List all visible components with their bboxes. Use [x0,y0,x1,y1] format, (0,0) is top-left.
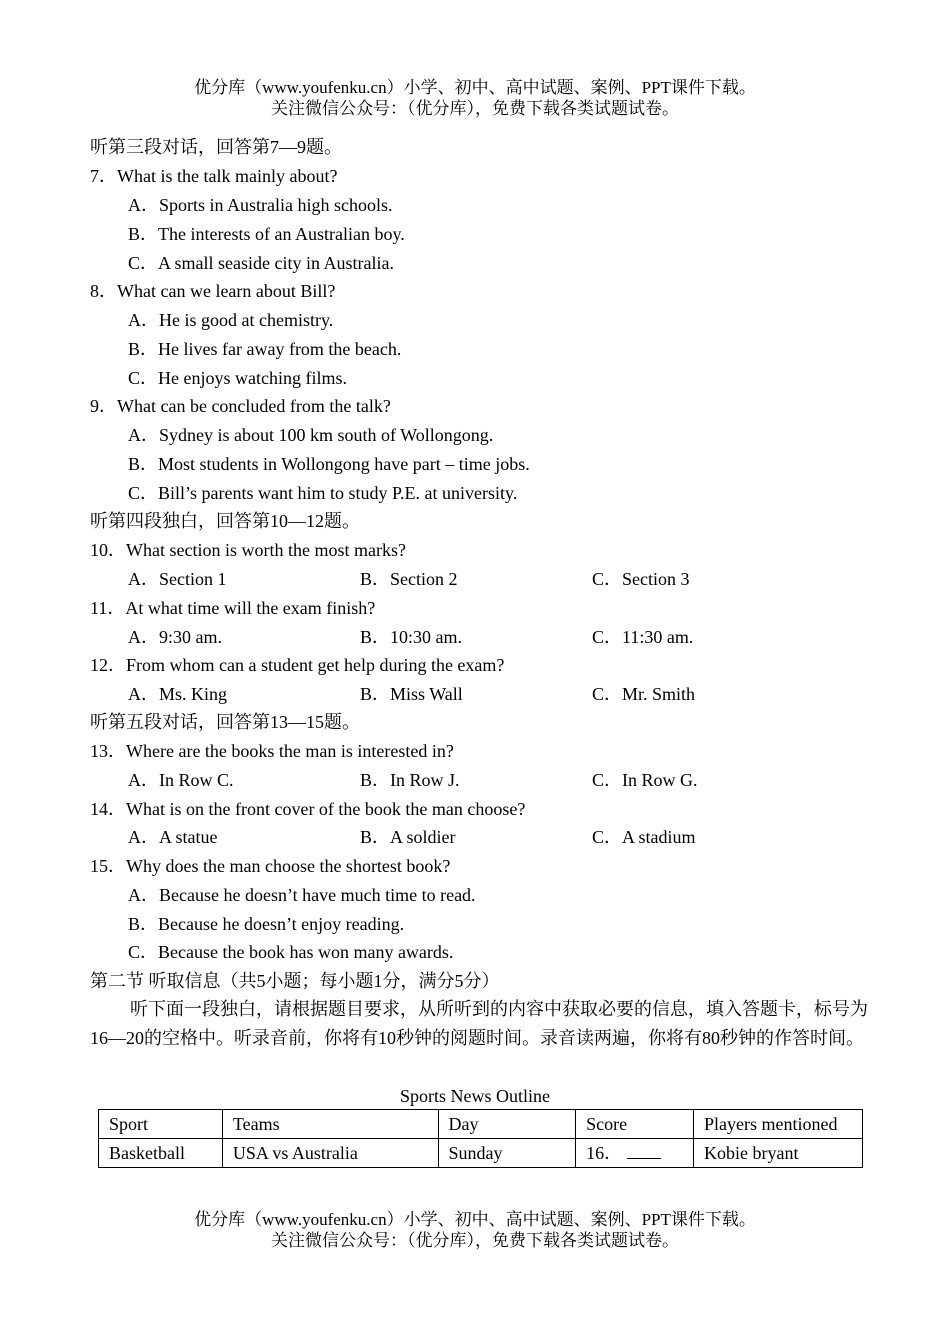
table-caption: Sports News Outline [400,1086,550,1106]
q9-option-c: C．Bill’s parents want him to study P.E. at university. [128,483,518,503]
q13-option-c: C．In Row G. [592,770,698,790]
question-14: 14．What is on the front cover of the book the man choose? [90,799,526,819]
section-3-instruction: 听第三段对话，回答第7—9题。 [90,137,342,157]
footer-line-1: 优分库（www.youfenku.cn）小学、初中、高中试题、案例、PPT课件下载。 [194,1210,756,1229]
q10-option-b: B．Section 2 [360,569,458,589]
question-13: 13．Where are the books the man is interested in? [90,741,454,761]
q9-option-a: A．Sydney is about 100 km south of Wollongong. [128,425,494,445]
header-day: Day [438,1110,576,1139]
q9-option-b: B．Most students in Wollongong have part – time jobs. [128,454,530,474]
part-2-title: 第二节 听取信息（共5小题；每小题1分，满分5分） [90,971,500,991]
q11-option-b: B．10:30 am. [360,627,462,647]
question-8: 8．What can we learn about Bill? [90,281,336,301]
question-15: 15．Why does the man choose the shortest book? [90,856,451,876]
footer-line-2: 关注微信公众号：（优分库），免费下载各类试题试卷。 [271,1231,679,1250]
q13-option-a: A．In Row C. [128,770,234,790]
q8-option-a: A．He is good at chemistry. [128,310,334,330]
header-players: Players mentioned [694,1110,863,1139]
page-footer [0,1209,950,1251]
header-line-1: 优分库（www.youfenku.cn）小学、初中、高中试题、案例、PPT课件下载。 [194,78,756,97]
table-header-row [99,1110,863,1139]
section-4-instruction: 听第四段独白，回答第10—12题。 [90,511,360,531]
q15-option-a: A．Because he doesn’t have much time to read. [128,885,476,905]
q13-option-b: B．In Row J. [360,770,460,790]
q11-option-a: A．9:30 am. [128,627,222,647]
cell-sport: Basketball [99,1139,223,1168]
cell-teams: USA vs Australia [222,1139,438,1168]
question-11: 11．At what time will the exam finish? [90,598,376,618]
cell-players: Kobie bryant [694,1139,863,1168]
question-9: 9．What can be concluded from the talk? [90,396,391,416]
q8-option-c: C．He enjoys watching films. [128,368,347,388]
table-row [99,1139,863,1168]
header-score: Score [576,1110,694,1139]
q11-option-c: C．11:30 am. [592,627,694,647]
page-header [0,77,950,119]
q12-option-c: C．Mr. Smith [592,684,696,704]
score-label: 16． [586,1143,623,1163]
part-2-description: 听下面一段独白，请根据题目要求，从所听到的内容中获取必要的信息，填入答题卡，标号为16—20的空格中。听录音前，你将有10秒钟的阅题时间。录音读两遍，你将有80秒钟的作答时间。 [90,999,868,1048]
q14-option-a: A．A statue [128,827,218,847]
q15-option-c: C．Because the book has won many awards. [128,942,454,962]
question-7: 7．What is the talk mainly about? [90,166,338,186]
q10-option-c: C．Section 3 [592,569,690,589]
header-line-2: 关注微信公众号：（优分库），免费下载各类试题试卷。 [271,99,679,118]
question-12: 12．From whom can a student get help during the exam? [90,655,505,675]
answer-blank-16[interactable] [627,1142,661,1159]
header-teams: Teams [222,1110,438,1139]
cell-day: Sunday [438,1139,576,1168]
q7-option-c: C．A small seaside city in Australia. [128,253,394,273]
q7-option-a: A．Sports in Australia high schools. [128,195,393,215]
q14-option-b: B．A soldier [360,827,456,847]
q8-option-b: B．He lives far away from the beach. [128,339,402,359]
q12-option-b: B．Miss Wall [360,684,463,704]
q10-option-a: A．Section 1 [128,569,227,589]
cell-score [576,1139,694,1168]
question-10: 10．What section is worth the most marks? [90,540,406,560]
sports-news-table [98,1109,863,1168]
section-5-instruction: 听第五段对话，回答第13—15题。 [90,712,360,732]
q14-option-c: C．A stadium [592,827,696,847]
header-sport: Sport [99,1110,223,1139]
q12-option-a: A．Ms. King [128,684,228,704]
q7-option-b: B．The interests of an Australian boy. [128,224,405,244]
q15-option-b: B．Because he doesn’t enjoy reading. [128,914,405,934]
